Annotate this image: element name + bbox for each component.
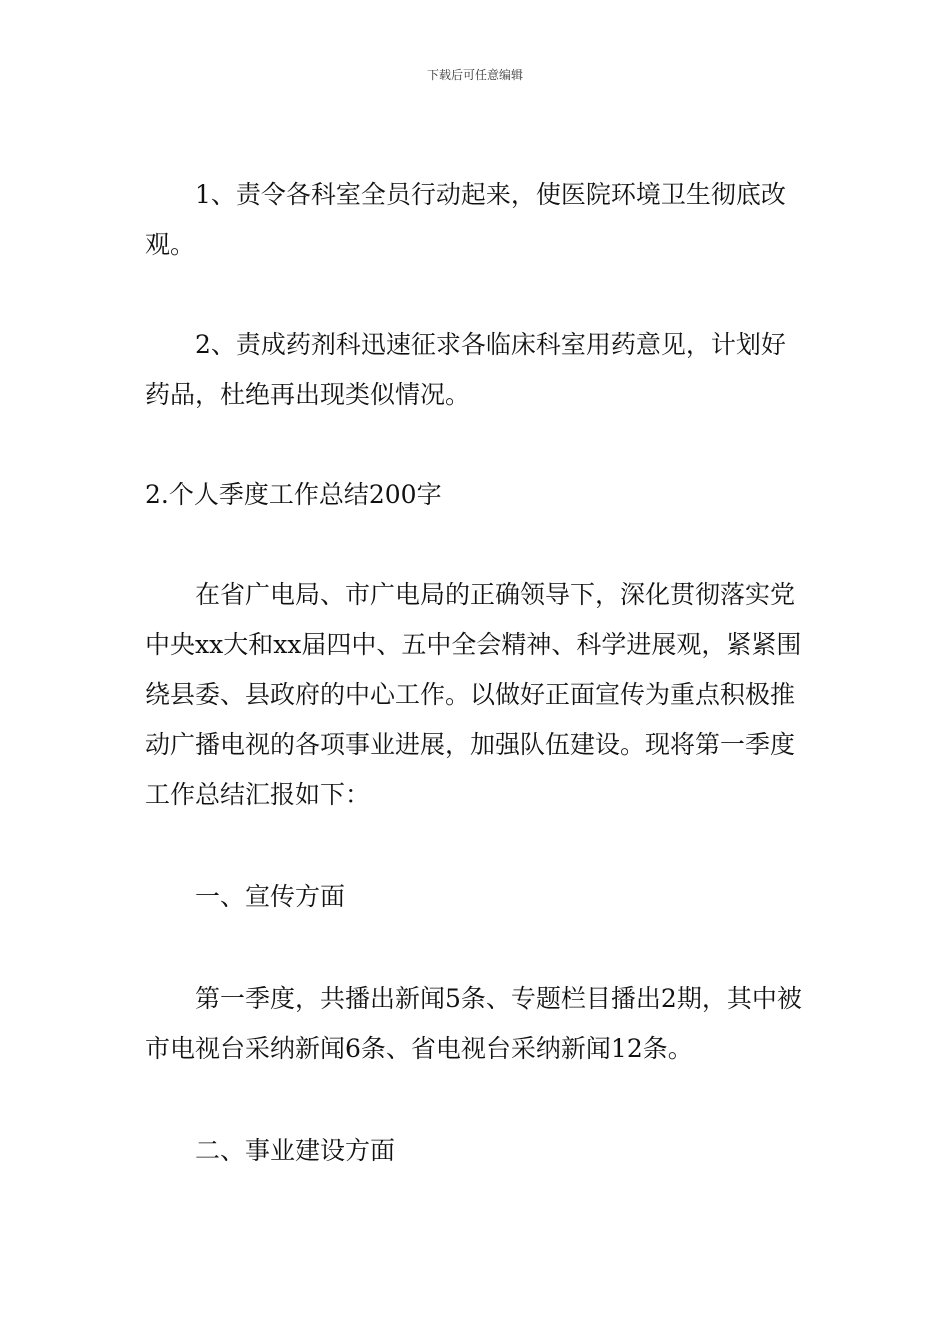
subheading-publicity: 一、宣传方面: [195, 882, 346, 911]
subheading-construction: 二、事业建设方面: [195, 1136, 396, 1165]
paragraph-intro: 在省广电局、市广电局的正确领导下，深化贯彻落实党中央xx大和xx届四中、五中全会精神、科学进展观，紧紧围绕县委、县政府的中心工作。以做好正面宣传为重点积极推动广播电视的各项事业进展，加强队伍建设。现将第一季度工作总结汇报如下：: [145, 580, 802, 809]
paragraph-item-2: 2、责成药剂科迅速征求各临床科室用药意见，计划好药品，杜绝再出现类似情况。: [145, 330, 786, 409]
document-body: [145, 170, 807, 1228]
paragraph-item-1: 1、责令各科室全员行动起来，使医院环境卫生彻底改观。: [145, 180, 786, 259]
section-heading: 2.个人季度工作总结200字: [145, 480, 442, 509]
paragraph-publicity: 第一季度，共播出新闻5条、专题栏目播出2期，其中被市电视台采纳新闻6条、省电视台采纳新闻12条。: [145, 984, 802, 1063]
page-header-note: 下载后可任意编辑: [426, 68, 523, 82]
